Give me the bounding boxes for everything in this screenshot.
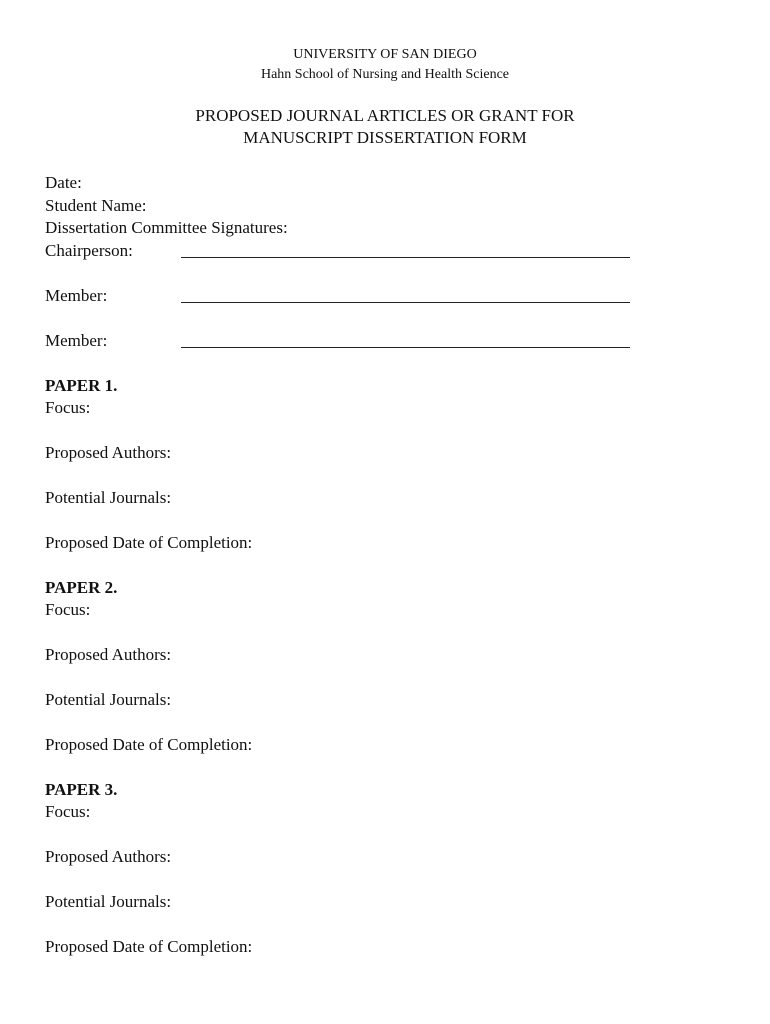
member-1-label: Member: bbox=[45, 286, 108, 305]
paper-1-authors-label: Proposed Authors: bbox=[45, 443, 172, 462]
member-1-signature-line[interactable] bbox=[181, 302, 630, 303]
university-name: UNIVERSITY OF SAN DIEGO bbox=[293, 47, 477, 62]
paper-3-completion-label: Proposed Date of Completion: bbox=[45, 937, 253, 956]
paper-2-completion-label: Proposed Date of Completion: bbox=[45, 735, 253, 754]
student-name-label: Student Name: bbox=[45, 196, 147, 215]
paper-1-journals-label: Potential Journals: bbox=[45, 488, 172, 507]
committee-signatures-label: Dissertation Committee Signatures: bbox=[45, 218, 288, 237]
paper-2-heading: PAPER 2. bbox=[45, 578, 118, 597]
paper-1-heading: PAPER 1. bbox=[45, 376, 118, 395]
form-title-line-1: PROPOSED JOURNAL ARTICLES OR GRANT FOR bbox=[195, 106, 575, 125]
paper-3-authors-label: Proposed Authors: bbox=[45, 847, 172, 866]
paper-1-focus-label: Focus: bbox=[45, 398, 91, 417]
paper-2-focus-label: Focus: bbox=[45, 600, 91, 619]
form-title-line-2: MANUSCRIPT DISSERTATION FORM bbox=[243, 128, 527, 147]
chairperson-signature-line[interactable] bbox=[181, 257, 630, 258]
chairperson-label: Chairperson: bbox=[45, 241, 133, 260]
paper-1-completion-label: Proposed Date of Completion: bbox=[45, 533, 253, 552]
school-name: Hahn School of Nursing and Health Science bbox=[260, 67, 510, 82]
member-2-signature-line[interactable] bbox=[181, 347, 630, 348]
paper-3-focus-label: Focus: bbox=[45, 802, 91, 821]
date-label: Date: bbox=[45, 173, 82, 192]
paper-2-journals-label: Potential Journals: bbox=[45, 690, 172, 709]
paper-3-heading: PAPER 3. bbox=[45, 780, 118, 799]
paper-3-journals-label: Potential Journals: bbox=[45, 892, 172, 911]
paper-2-authors-label: Proposed Authors: bbox=[45, 645, 172, 664]
member-2-label: Member: bbox=[45, 331, 108, 350]
